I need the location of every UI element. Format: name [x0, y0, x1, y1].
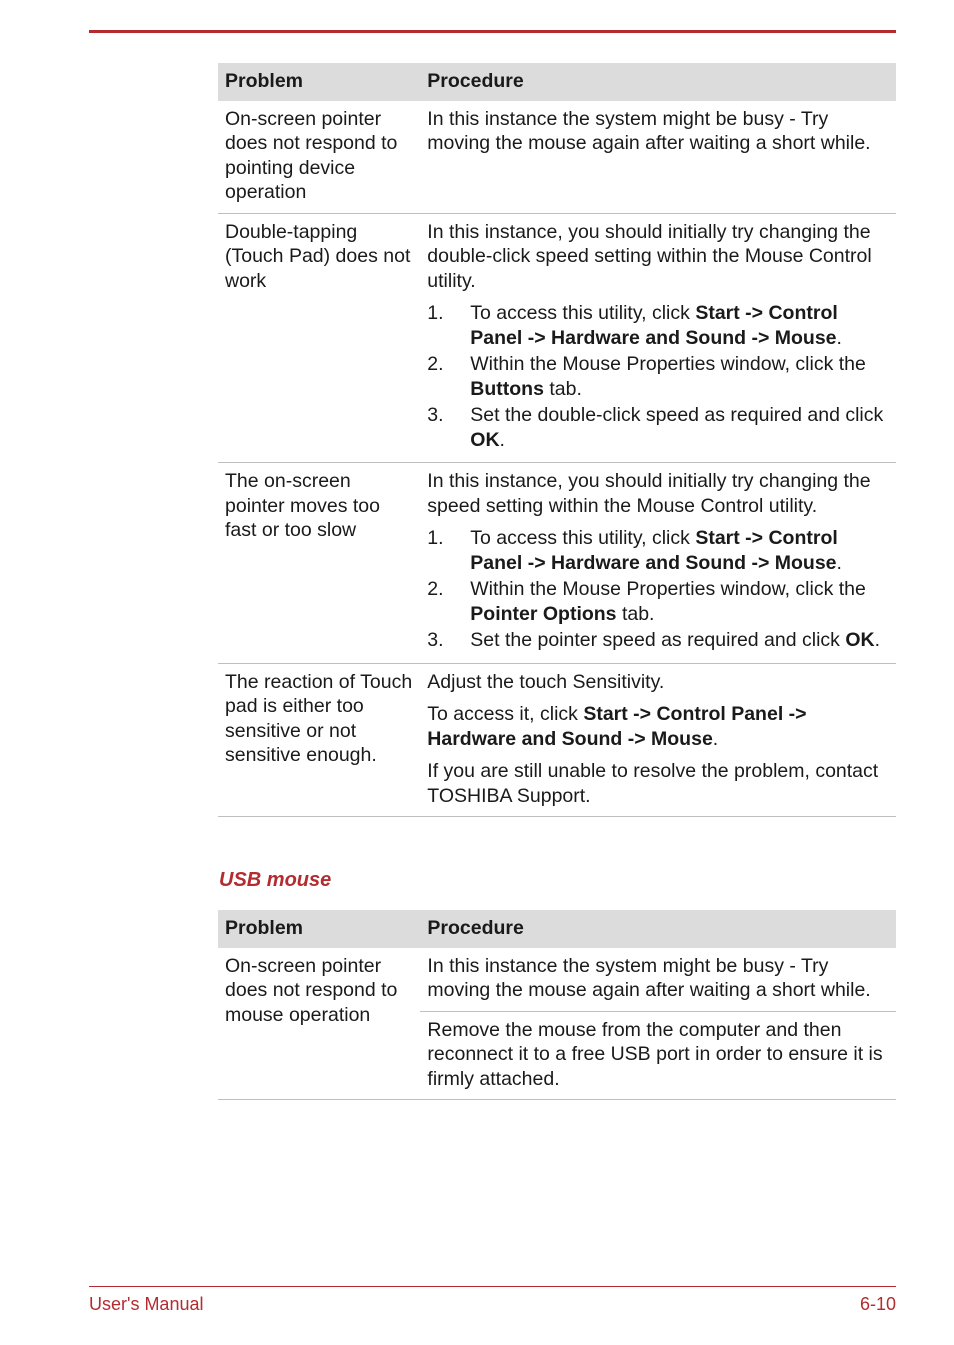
- procedure-cell: [420, 213, 896, 463]
- step-number: 1.: [427, 302, 444, 324]
- column-header-problem: Problem: [218, 910, 420, 948]
- procedure-cell: [420, 948, 896, 1012]
- procedure-cell: [420, 101, 896, 214]
- step-text: [470, 628, 889, 653]
- step-text-plain: .: [874, 629, 881, 651]
- procedure-text: In this instance the system might be busy - Try moving the mouse again after waiting a short while.: [427, 107, 871, 154]
- step-text-plain: Within the Mouse Properties window, click the: [470, 353, 866, 375]
- step-text: [470, 526, 889, 575]
- step-text: [470, 577, 889, 626]
- procedure-cell: [420, 663, 896, 817]
- steps-list: [427, 301, 889, 452]
- step-number: 3.: [427, 404, 444, 426]
- steps-list: [427, 526, 889, 653]
- procedure-text-bold: Start -> Control Panel -> Hardware and Sound -> Mouse: [427, 703, 807, 750]
- procedure-text: In this instance, you should initially try changing the speed setting within the Mouse Control utility.: [427, 470, 871, 517]
- step-text-plain: .: [836, 551, 842, 574]
- step-text-plain: .: [499, 428, 505, 451]
- procedure-text: In this instance the system might be busy - Try moving the mouse again after waiting a short while.: [427, 954, 871, 1001]
- step-text-bold: Start -> Control Panel -> Hardware and Sound -> Mouse: [470, 302, 838, 349]
- step-text: [470, 403, 889, 452]
- section-heading-usb-mouse: USB mouse: [219, 869, 332, 891]
- list-item: [427, 628, 889, 653]
- step-number: 3.: [427, 629, 444, 651]
- step-text-bold: Start -> Control Panel -> Hardware and Sound -> Mouse: [470, 527, 838, 574]
- step-text-plain: .: [836, 326, 842, 349]
- list-item: [427, 352, 889, 401]
- header-rule: [89, 30, 896, 33]
- step-text-plain: Within the Mouse Properties window, click the: [470, 578, 866, 600]
- procedure-text: If you are still unable to resolve the problem, contact TOSHIBA Support.: [427, 760, 879, 807]
- table-row: [218, 663, 896, 817]
- footer-rule: [89, 1286, 896, 1287]
- step-number: 2.: [427, 353, 444, 375]
- procedure-text: Adjust the touch Sensitivity.: [427, 670, 665, 693]
- procedure-text: Remove the mouse from the computer and then reconnect it to a free USB port in order to ensure it is firmly attached.: [427, 1018, 883, 1090]
- pointing-device-troubleshooting-table: [218, 63, 896, 817]
- table-header-row: [218, 910, 896, 948]
- table-row: [218, 463, 896, 664]
- list-item: [427, 403, 889, 452]
- procedure-text: [427, 702, 889, 751]
- table-row: [218, 213, 896, 463]
- step-text-bold: OK: [470, 428, 500, 451]
- table-header-row: [218, 63, 896, 101]
- table-row: [218, 101, 896, 214]
- table-row: [218, 948, 896, 1012]
- problem-cell: The reaction of Touch pad is either too sensitive or not sensitive enough.: [218, 663, 420, 817]
- usb-mouse-troubleshooting-table: [218, 910, 896, 1100]
- column-header-problem: Problem: [218, 63, 420, 101]
- problem-cell: Double-tapping (Touch Pad) does not work: [218, 213, 420, 463]
- list-item: [427, 526, 889, 575]
- footer-manual-title: User's Manual: [89, 1294, 204, 1314]
- procedure-cell: [420, 463, 896, 664]
- problem-cell: The on-screen pointer moves too fast or too slow: [218, 463, 420, 664]
- procedure-text-plain: To access it, click: [427, 703, 584, 725]
- procedure-text-plain: .: [712, 727, 719, 750]
- footer-page-number: 6-10: [859, 1294, 896, 1314]
- list-item: [427, 577, 889, 626]
- procedure-text: In this instance, you should initially try changing the double-click speed setting within the Mouse Control utility.: [427, 220, 872, 292]
- problem-cell: On-screen pointer does not respond to pointing device operation: [218, 101, 420, 214]
- problem-cell: On-screen pointer does not respond to mouse operation: [218, 948, 420, 1100]
- step-text-plain: tab.: [616, 602, 655, 625]
- step-text: [470, 352, 889, 401]
- step-text-plain: tab.: [543, 377, 582, 400]
- step-text-plain: To access this utility, click: [470, 302, 696, 324]
- column-header-procedure: Procedure: [420, 63, 896, 101]
- procedure-cell: [420, 1011, 896, 1100]
- step-text-bold: Buttons: [470, 377, 544, 400]
- list-item: [427, 301, 889, 350]
- step-text-bold: OK: [845, 629, 875, 651]
- step-number: 1.: [427, 527, 444, 549]
- step-text-plain: Set the double-click speed as required and click: [470, 404, 884, 426]
- step-number: 2.: [427, 578, 444, 600]
- step-text-bold: Pointer Options: [470, 602, 617, 625]
- step-text: [470, 301, 889, 350]
- step-text-plain: To access this utility, click: [470, 527, 696, 549]
- step-text-plain: Set the pointer speed as required and click: [470, 629, 846, 651]
- column-header-procedure: Procedure: [420, 910, 896, 948]
